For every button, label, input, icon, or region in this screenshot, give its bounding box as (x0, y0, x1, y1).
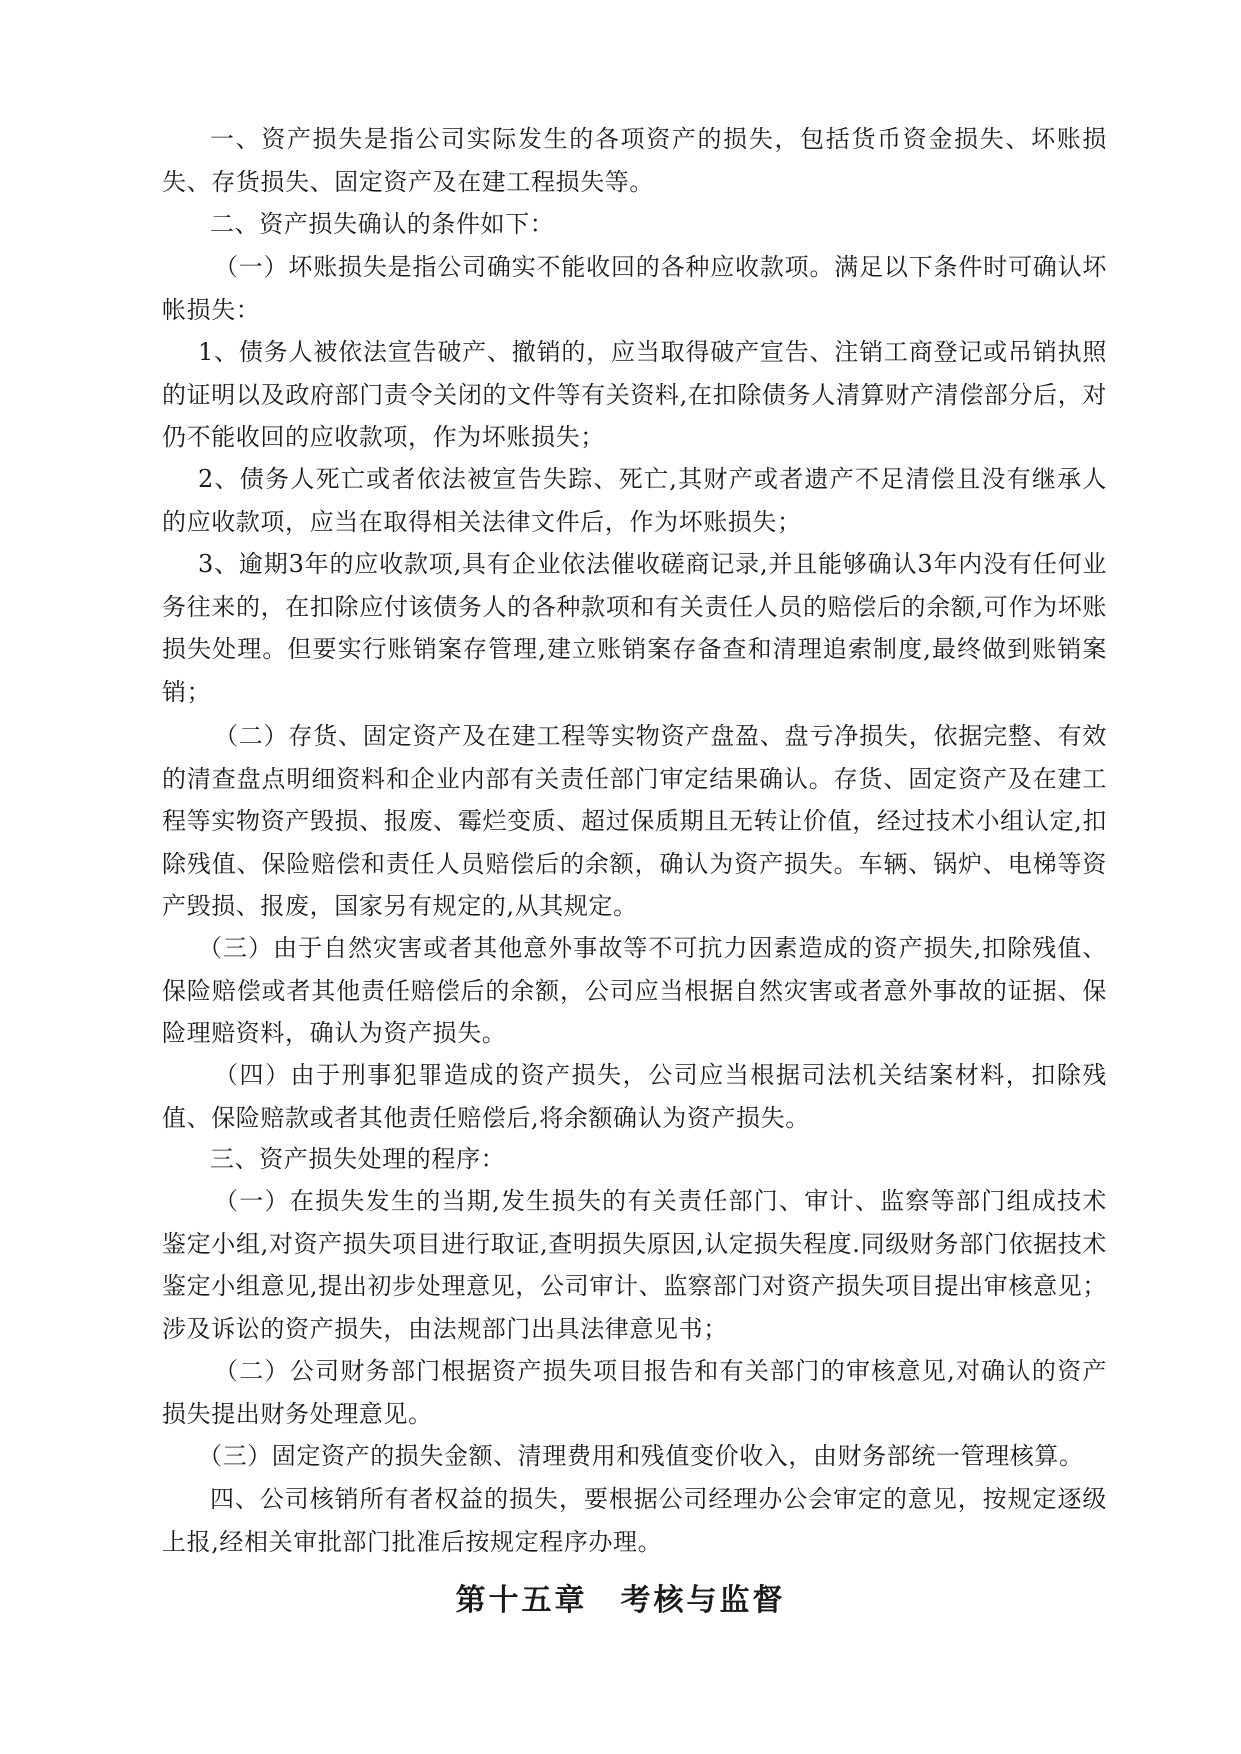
paragraph-debtor-bankruptcy: 1、债务人被依法宣告破产、撤销的，应当取得破产宣告、注销工商登记或吊销执照的证明以及政府部门责令关闭的文件等有关资料,在扣除债务人清算财产清偿部分后，对仍不能收回的应收款项，作为坏账损失； (162, 338, 1107, 451)
paragraph-bad-debt-loss: （一）坏账损失是指公司确实不能收回的各种应收款项。满足以下条件时可确认坏帐损失： (162, 253, 1107, 324)
paragraph-criminal-loss: （四）由于刑事犯罪造成的资产损失，公司应当根据司法机关结案材料，扣除残值、保险赔款或者其他责任赔偿后,将余额确认为资产损失。 (162, 1061, 1107, 1132)
paragraph-overdue-receivables: 3、逾期3年的应收款项,具有企业依法催收磋商记录,并且能够确认3年内没有任何业务往来的，在扣除应付该债务人的各种款项和有关责任人员的赔偿后的余额,可作为坏账损失处理。但要实行账销案存管理,建立账销案存备查和清理追索制度,最终做到账销案销； (162, 550, 1107, 706)
paragraph-natural-disaster-loss: （三）由于自然灾害或者其他意外事故等不可抗力因素造成的资产损失,扣除残值、保险赔偿或者其他责任赔偿后的余额，公司应当根据自然灾害或者意外事故的证据、保险理赔资料，确认为资产损失。 (162, 934, 1107, 1047)
paragraph-confirmation-conditions: 二、资产损失确认的条件如下： (210, 210, 555, 238)
paragraph-physical-asset-loss: （二）存货、固定资产及在建工程等实物资产盘盈、盘亏净损失，依据完整、有效的清查盘点明细资料和企业内部有关责任部门审定结果确认。存货、固定资产及在建工程等实物资产毁损、报废、霉烂变质、超过保质期且无转让价值，经过技术小组认定,扣除残值、保险赔偿和责任人员赔偿后的余额，确认为资产损失。车辆、锅炉、电梯等资产毁损、报废，国家另有规定的,从其规定。 (162, 722, 1107, 920)
paragraph-technical-appraisal: （一）在损失发生的当期,发生损失的有关责任部门、审计、监察等部门组成技术鉴定小组,对资产损失项目进行取证,查明损失原因,认定损失程度.同级财务部门依据技术鉴定小组意见,提出初步处理意见，公司审计、监察部门对资产损失项目提出审核意见；涉及诉讼的资产损失，由法规部门出具法律意见书； (162, 1187, 1107, 1343)
paragraph-fixed-asset-accounting: （三）固定资产的损失金额、清理费用和残值变价收入，由财务部统一管理核算。 (198, 1442, 1084, 1470)
paragraph-asset-loss-definition: 一、资产损失是指公司实际发生的各项资产的损失，包括货币资金损失、坏账损失、存货损失、固定资产及在建工程损失等。 (162, 125, 1107, 196)
paragraph-equity-write-off: 四、公司核销所有者权益的损失，要根据公司经理办公会审定的意见，按规定逐级上报,经相关审批部门批准后按规定程序办理。 (162, 1485, 1107, 1556)
paragraph-finance-opinion: （二）公司财务部门根据资产损失项目报告和有关部门的审核意见,对确认的资产损失提出财务处理意见。 (162, 1357, 1107, 1428)
paragraph-processing-procedure: 三、资产损失处理的程序： (210, 1145, 506, 1173)
chapter-heading: 第十五章 考核与监督 (455, 1583, 786, 1618)
paragraph-debtor-death: 2、债务人死亡或者依法被宣告失踪、死亡,其财产或者遗产不足清偿且没有继承人的应收款项，应当在取得相关法律文件后，作为坏账损失； (162, 465, 1107, 536)
